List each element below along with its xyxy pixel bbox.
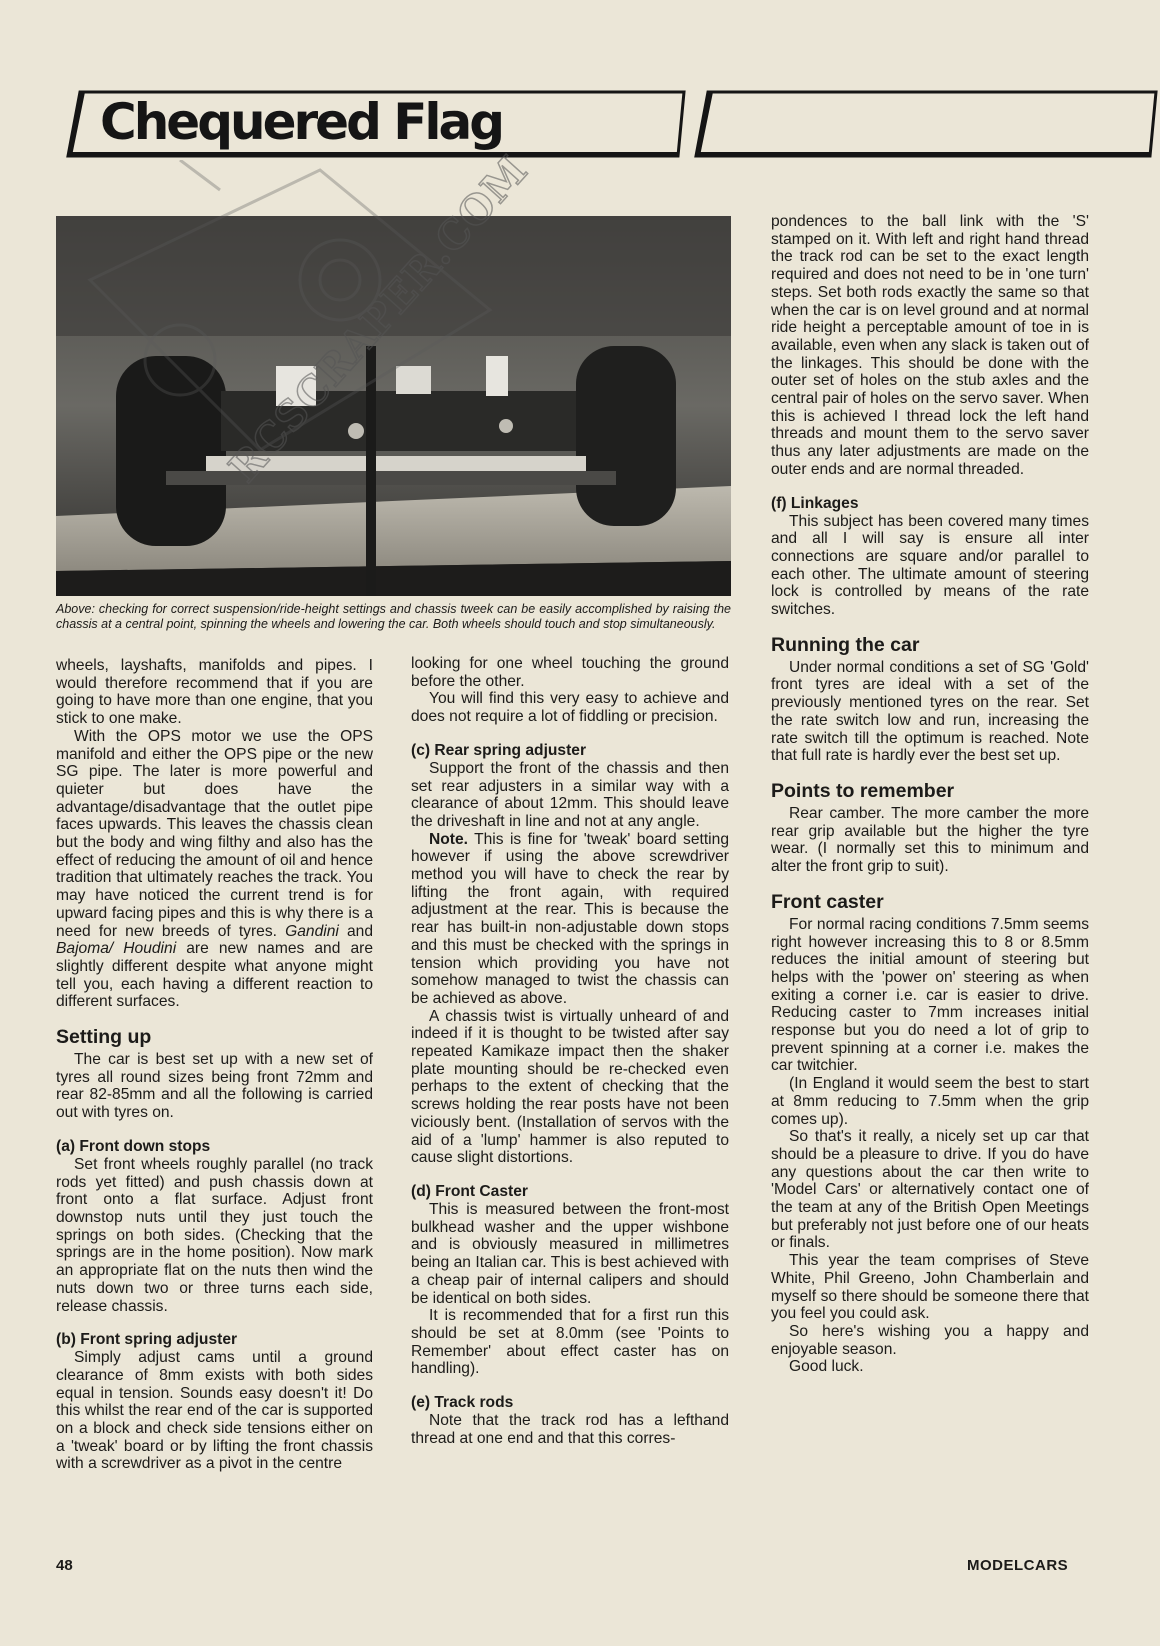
note-label: Note. [429,830,468,848]
paragraph-text: With the OPS motor we use the OPS manifold and either the OPS pipe or the new SG pipe. The later is more powerful and quieter but does have the advantage/disadvantage that the outlet pipe faces upwards. This leaves the chassis clean but the body and wing filthy and also has the effect of reducing the amount of oil and hence tradition that ultimately reaches the track. You may have noticed the current trend is for upward facing pipes and this is why there is a need for new breeds of tyres. [56,727,373,940]
chassis-photo [56,216,731,596]
tyre-brand: Gandini [285,922,339,940]
tyre-brand: Bajoma/ Houdini [56,940,177,958]
paragraph: Good luck. [789,1358,864,1376]
subsection-heading: (b) Front spring adjuster [56,1331,238,1349]
paragraph: The car is best set up with a new set of tyres all round sizes being front 72mm and rear 82-85mm and all the following is carried out with tyres on. [56,1051,373,1122]
paragraph: (In England it would seem the best to start at 8mm reducing to 7.5mm when the grip comes up). [771,1075,1089,1128]
page-number: 48 [56,1557,73,1574]
paragraph-text: and [338,922,373,940]
paragraph: You will find this very easy to achieve and does not require a lot of fiddling or precision. [411,690,729,726]
section-heading: Points to remember [771,779,955,802]
article-column-3 [771,213,1089,1376]
paragraph: For normal racing conditions 7.5mm seems right however increasing this to 8 or 8.5mm reduces the initial amount of steering but helps with the 'power on' steering as when exiting a corner i.e. car is easier to drive. Reducing caster to 7mm increases initial response but you do need a lot of grip to prevent spinning at a corner i.e. makes the car twitchier. [771,915,1089,1075]
section-heading: Setting up [56,1026,152,1049]
section-heading: Running the car [771,633,920,656]
paragraph: looking for one wheel touching the ground before the other. [411,655,729,690]
title-banner-right [694,90,1160,158]
paragraph-text: This is fine for 'tweak' board setting however if using the above screwdriver method you will have to check the rear by lifting the front again, with required adjustment at the rear. This is because the rear has built-in non-adjustable down stops and this must be checked with the springs in tension which providing you have not somehow managed to twist the chassis can be achieved as above. [411,830,729,1007]
paragraph [56,728,373,1011]
paragraph-text: are new names and are slightly different despite what anyone might tell you, each having a different reaction to different surfaces. [56,940,373,1011]
paragraph: pondences to the ball link with the 'S' stamped on it. With left and right hand thread the track rod can be set to the exact length required and does not need to be in 'one turn' steps. Set both rods exactly the same so that when the car is on level ground and at normal ride height a perceptable amount of toe in is available, even when any slack is taken out of the linkages. This should be done with the outer set of holes on the stub axles and the central pair of holes on the servo saver. When this is achieved I thread lock the left hand threads and mount them to the servo saver thus any later adjustments are made on the outer ends and are normal threaded. [771,213,1089,478]
paragraph: This is measured between the front-most bulkhead washer and the upper wishbone and is obviously measured in millimetres being an Italian car. This is best achieved with a cheap pair of internal calipers and should be identical on both sides. [411,1200,729,1307]
section-heading: Front caster [771,890,884,913]
title-banner-right-frame [694,90,1160,158]
paragraph [411,831,729,1008]
paragraph: wheels, layshafts, manifolds and pipes. I would therefore recommend that if you are going to have more than one engine, that you stick to one make. [56,657,373,728]
title-banner [66,90,692,158]
paragraph: So here's wishing you a happy and enjoyable season. [771,1322,1089,1358]
subsection-heading: (a) Front down stops [56,1137,211,1155]
subsection-heading: (d) Front Caster [411,1182,528,1200]
paragraph: Set front wheels roughly parallel (no track rods yet fitted) and push chassis down at front onto a flat surface. Adjust front downstop nuts until they just touch the springs on both sides. (Checking that the springs are in the home position). Now mark an appropriate flat on the nuts then wind the nuts down two or three turns each side, release chassis. [56,1155,373,1315]
paragraph: Under normal conditions a set of SG 'Gold' front tyres are ideal with a set of the previously mentioned tyres on the rear. Set the rate switch low and run, increasing the rate switch till the optimum is reached. Note that full rate is hardly ever the best set up. [771,658,1089,765]
paragraph: So that's it really, a nicely set up car that should be a pleasure to drive. If you do have any questions about the car then write to 'Model Cars' or alternatively contact one of the team at any of the British Open Meetings but preferably not just before one of our heats or finals. [771,1128,1089,1252]
rc-car-chassis-image [56,216,731,596]
photo-caption: Above: checking for correct suspension/ride-height settings and chassis tweek can be easily accomplished by raising the chassis at a central point, spinning the wheels and lowering the car. Both wheels should touch and stop simultaneously. [56,602,731,631]
paragraph: This year the team comprises of Steve White, Phil Greeno, John Chamberlain and myself so there should be someone there that you feel you could ask. [771,1252,1089,1323]
paragraph: Support the front of the chassis and then set rear adjusters in a similar way with a clearance of about 12mm. This should leave the driveshaft in line and not at any angle. [411,759,729,830]
paragraph: A chassis twist is virtually unheard of and indeed if it is thought to be twisted after say repeated Kamikaze impact then the shaker plate mounting should be re-checked even perhaps to the extent of checking that the screws holding the rear posts have not been viciously bent. (Installation of servos with the aid of a 'lump' hammer is also reputed to cause slight distortions. [411,1007,729,1167]
paragraph: Note that the track rod has a lefthand thread at one end and that this corres- [411,1412,729,1447]
subsection-heading: (f) Linkages [771,494,859,512]
page-title: Chequered Flag [100,93,503,151]
article-column-2 [411,655,729,1447]
subsection-heading: (c) Rear spring adjuster [411,741,587,759]
paragraph: This subject has been covered many times and all I will say is ensure all inter connections are square and/or parallel to each other. The ultimate amount of steering lock is controlled by means of the rate switches. [771,512,1089,619]
paragraph: It is recommended that for a first run this should be set at 8.0mm (see 'Points to Remember' about effect caster has on handling). [411,1307,729,1378]
paragraph: Rear camber. The more camber the more rear grip available but the higher the tyre wear. (I normally set this to minimum and alter the front grip to suit). [771,804,1089,876]
article-column-1 [56,657,373,1473]
subsection-heading: (e) Track rods [411,1394,514,1412]
magazine-name: MODELCARS [967,1557,1069,1574]
paragraph: Simply adjust cams until a ground clearance of 8mm exists with both sides equal in tension. Sounds easy doesn't it! Do this whilst the rear end of the car is supported on a block and check side tensions either on a 'tweak' board or by lifting the front chassis with a screwdriver as a pivot in the centre [56,1349,373,1473]
